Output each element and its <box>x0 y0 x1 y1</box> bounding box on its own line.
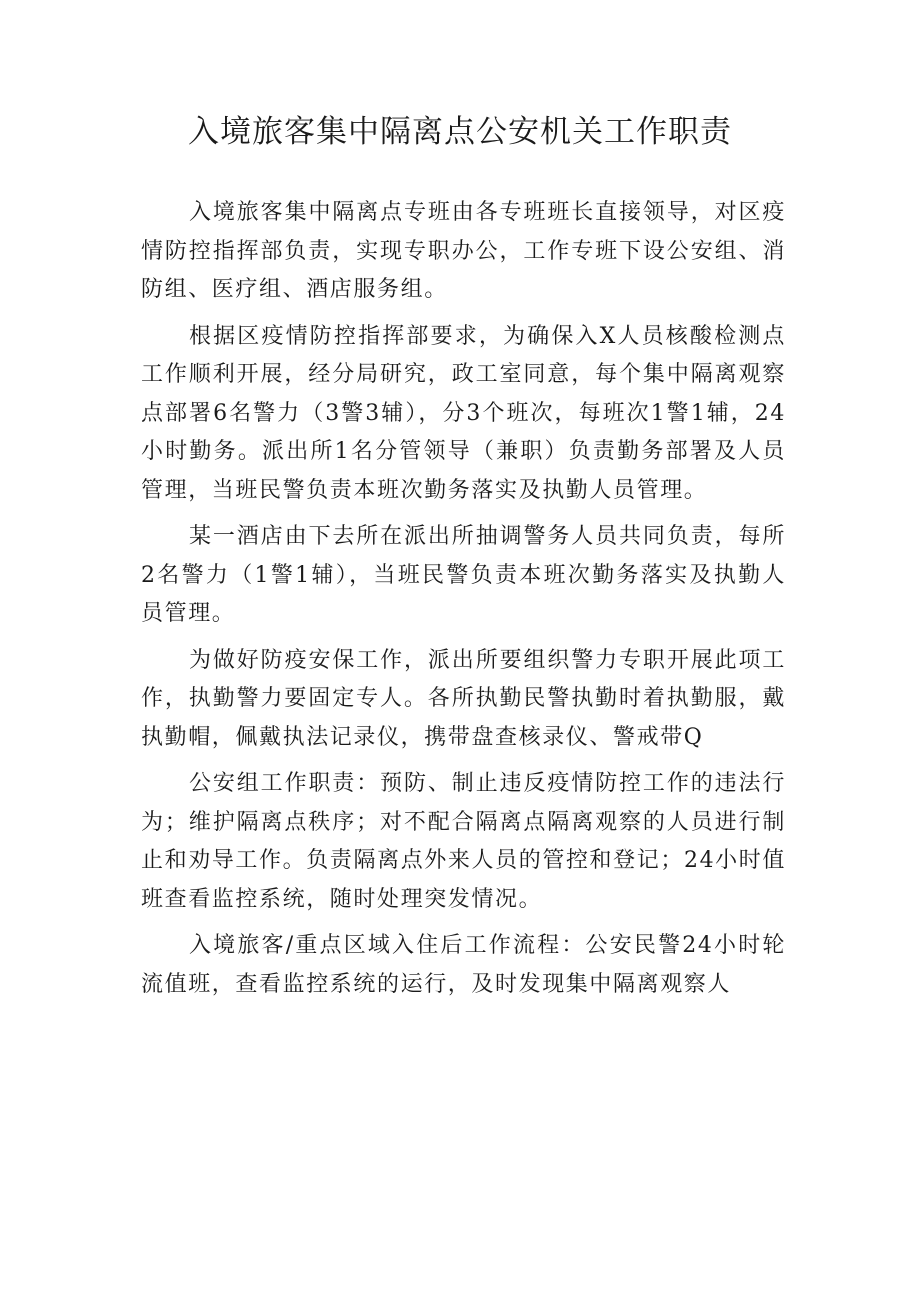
paragraph-deployment: 根据区疫情防控指挥部要求，为确保入X人员核酸检测点工作顺利开展，经分局研究，政工室同意，每个集中隔离观察点部署6名警力（3警3辅），分3个班次，每班次1警1辅，24小时勤务。派出所1名分管领导（兼职）负责勤务部署及人员管理，当班民警负责本班次勤务落实及执勤人员管理。 <box>141 323 786 503</box>
document-body <box>141 194 786 1012</box>
paragraph-special-team: 入境旅客集中隔离点专班由各专班班长直接领导，对区疫情防控指挥部负责，实现专职办公，工作专班下设公安组、消防组、医疗组、酒店服务组。 <box>141 200 786 302</box>
paragraph-police-duties: 公安组工作职责：预防、制止违反疫情防控工作的违法行为；维护隔离点秩序；对不配合隔离点隔离观察的人员进行制止和劝导工作。负责隔离点外来人员的管控和登记；24小时值班查看监控系统，随时处理突发情况。 <box>141 771 786 912</box>
paragraph-workflow: 入境旅客/重点区域入住后工作流程：公安民警24小时轮流值班，查看监控系统的运行，及时发现集中隔离观察人 <box>141 933 786 997</box>
document-title: 入境旅客集中隔离点公安机关工作职责 <box>188 114 732 150</box>
paragraph-security: 为做好防疫安保工作，派出所要组织警力专职开展此项工作，执勤警力要固定专人。各所执勤民警执勤时着执勤服，戴执勤帽，佩戴执法记录仪，携带盘查核录仪、警戒带Q <box>141 647 786 750</box>
paragraph-hotel: 某一酒店由下去所在派出所抽调警务人员共同负责，每所2名警力（1警1辅），当班民警负责本班次勤务落实及执勤人员管理。 <box>141 524 786 626</box>
